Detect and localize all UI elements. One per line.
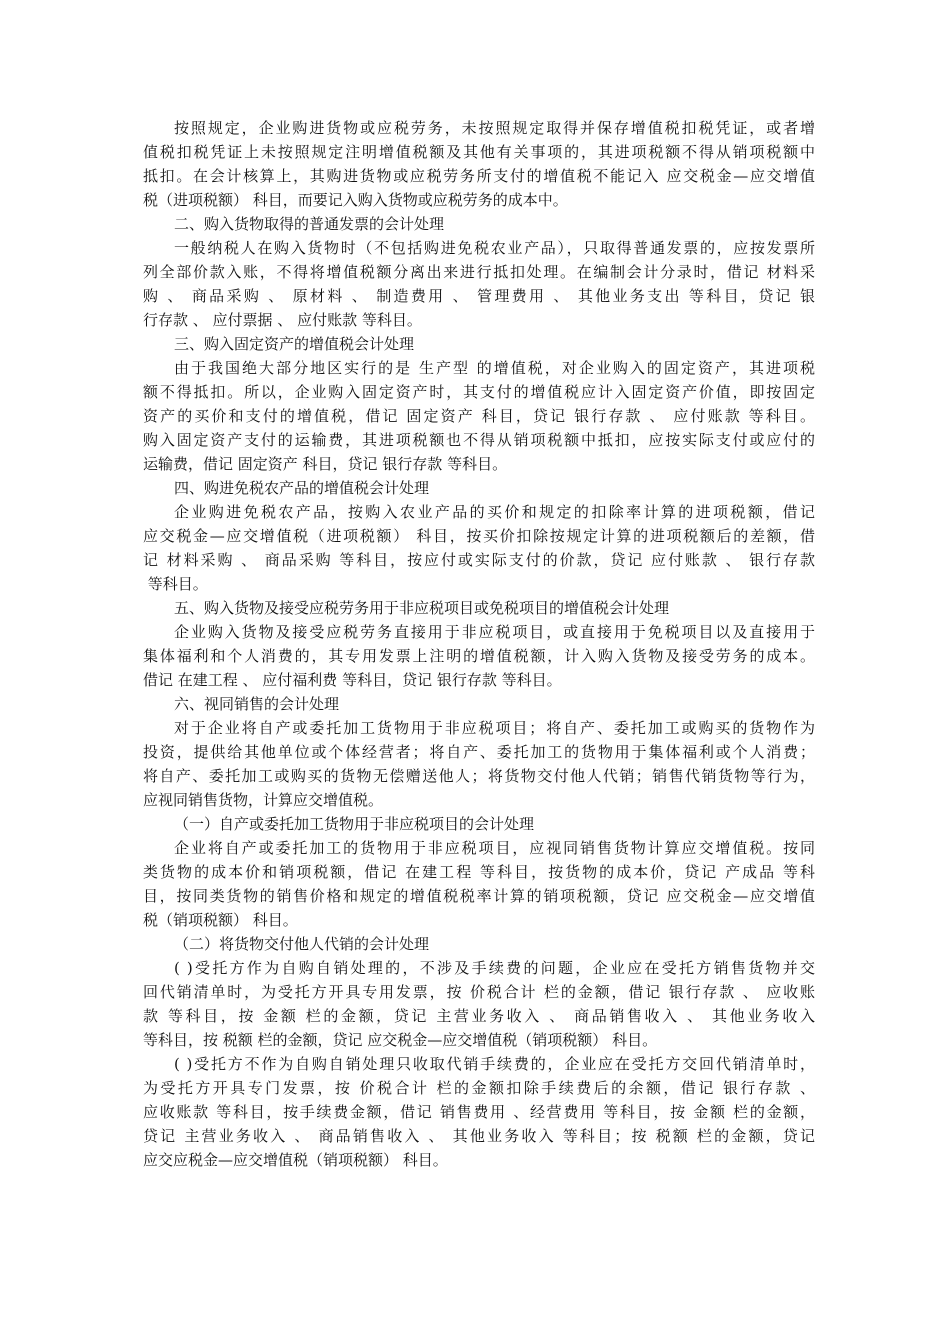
body-paragraph	[143, 956, 815, 1052]
text-line: 一般纳税人在购入货物时（不包括购进免税农业产品），只取得普通发票的，应按发票所	[174, 239, 815, 257]
body-paragraph	[143, 716, 815, 812]
text-line: 运输费，借记 固定资产 科目，贷记 银行存款 等科目。	[143, 455, 508, 473]
text-line: （二）将货物交付他人代销的会计处理	[174, 935, 430, 953]
text-line: 投资，提供给其他单位或个体经营者；将自产、委托加工的货物用于集体福利或个人消费；	[143, 743, 815, 761]
text-line: 为受托方开具专门发票，按 价税合计 栏的金额扣除手续费后的余额，借记 银行存款 、	[143, 1079, 815, 1097]
text-line: 五、购入货物及接受应税劳务用于非应税项目或免税项目的增值税会计处理	[174, 599, 670, 617]
text-line: 应收账款 等科目，按手续费金额，借记 销售费用 、经营费用 等科目，按 金额 栏的金额，	[143, 1103, 815, 1121]
text-line: 类货物的成本价和销项税额，借记 在建工程 等科目，按货物的成本价，贷记 产成品 等科	[143, 863, 815, 881]
body-paragraph	[143, 620, 815, 692]
text-line: 回代销清单时，为受托方开具专用发票，按 价税合计 栏的金额，借记 银行存款 、 应收账	[143, 983, 815, 1001]
body-paragraph	[143, 1052, 815, 1172]
body-paragraph	[143, 836, 815, 932]
text-line: 行存款 、 应付票据 、 应付账款 等科目。	[143, 311, 422, 329]
text-line: 等科目。	[143, 575, 208, 593]
text-line: （一）自产或委托加工货物用于非应税项目的会计处理	[174, 815, 535, 833]
text-line: 企业购入货物及接受应税劳务直接用于非应税项目，或直接用于免税项目以及直接用于	[174, 623, 815, 641]
text-line: 等科目，按 税额 栏的金额，贷记 应交税金—应交增值税（销项税额） 科目。	[143, 1031, 658, 1049]
text-line: 由于我国绝大部分地区实行的是 生产型 的增值税，对企业购入的固定资产，其进项税	[174, 359, 815, 377]
text-line: 额不得抵扣。所以，企业购入固定资产时，其支付的增值税应计入固定资产价值，即按固定	[143, 383, 815, 401]
body-paragraph	[143, 116, 815, 212]
text-line: 记 材料采购 、 商品采购 等科目，按应付或实际支付的价款，贷记 应付账款 、 银行存款	[143, 551, 815, 569]
section-heading	[143, 332, 815, 356]
text-line: 企业将自产或委托加工的货物用于非应税项目，应视同销售货物计算应交增值税。按同	[174, 839, 815, 857]
text-line: 目，按同类货物的销售价格和规定的增值税税率计算的销项税额，贷记 应交税金—应交增值	[143, 887, 815, 905]
text-line: 对于企业将自产或委托加工货物用于非应税项目；将自产、委托加工或购买的货物作为	[174, 719, 815, 737]
section-heading	[143, 932, 815, 956]
text-line: 税（销项税额） 科目。	[143, 911, 298, 929]
text-line: 值税扣税凭证上未按照规定注明增值税额及其他有关事项的，其进项税额不得从销项税额中	[143, 143, 815, 161]
document-page	[143, 116, 815, 1172]
body-paragraph	[143, 236, 815, 332]
body-paragraph	[143, 356, 815, 476]
section-heading	[143, 692, 815, 716]
section-heading	[143, 596, 815, 620]
text-line: 税（进项税额） 科目，而要记入购入货物或应税劳务的成本中。	[143, 191, 568, 209]
section-heading	[143, 476, 815, 500]
text-line: 三、购入固定资产的增值税会计处理	[174, 335, 415, 353]
text-line: 借记 在建工程 、 应付福利费 等科目，贷记 银行存款 等科目。	[143, 671, 562, 689]
text-line: 二、购入货物取得的普通发票的会计处理	[174, 215, 445, 233]
text-line: ( )受托方不作为自购自销处理只收取代销手续费的，企业应在受托方交回代销清单时，	[174, 1055, 815, 1073]
text-line: 企业购进免税农产品，按购入农业产品的买价和规定的扣除率计算的进项税额，借记	[174, 503, 815, 521]
text-line: 购入固定资产支付的运输费，其进项税额也不得从销项税额中抵扣，应按实际支付或应付的	[143, 431, 815, 449]
text-line: 购 、 商品采购 、 原材料 、 制造费用 、 管理费用 、 其他业务支出 等科目，贷记 银	[143, 287, 815, 305]
text-line: 按照规定，企业购进货物或应税劳务，未按照规定取得并保存增值税扣税凭证，或者增	[174, 119, 815, 137]
text-line: 应视同销售货物，计算应交增值税。	[143, 791, 384, 809]
section-heading	[143, 812, 815, 836]
text-line: 贷记 主营业务收入 、 商品销售收入 、 其他业务收入 等科目；按 税额 栏的金额，贷记	[143, 1127, 815, 1145]
text-line: 款 等科目，按 金额 栏的金额，贷记 主营业务收入 、 商品销售收入 、 其他业务收入	[143, 1007, 815, 1025]
text-line: 集体福利和个人消费的，其专用发票上注明的增值税额，计入购入货物及接受劳务的成本。	[143, 647, 815, 665]
section-heading	[143, 212, 815, 236]
text-line: 应交应税金—应交增值税（销项税额） 科目。	[143, 1151, 448, 1169]
text-line: 应交税金—应交增值税（进项税额） 科目，按买价扣除按规定计算的进项税额后的差额，借	[143, 527, 815, 545]
text-line: 抵扣。在会计核算上，其购进货物或应税劳务所支付的增值税不能记入 应交税金—应交增值	[143, 167, 815, 185]
text-line: 四、购进免税农产品的增值税会计处理	[174, 479, 430, 497]
text-line: 六、视同销售的会计处理	[174, 695, 340, 713]
body-paragraph	[143, 500, 815, 596]
text-line: ( )受托方作为自购自销处理的，不涉及手续费的问题，企业应在受托方销售货物并交	[174, 959, 815, 977]
text-line: 列全部价款入账，不得将增值税额分离出来进行抵扣处理。在编制会计分录时，借记 材料采	[143, 263, 815, 281]
text-line: 将自产、委托加工或购买的货物无偿赠送他人；将货物交付他人代销；销售代销货物等行为，	[143, 767, 815, 785]
text-line: 资产的买价和支付的增值税，借记 固定资产 科目，贷记 银行存款 、 应付账款 等科目。	[143, 407, 815, 425]
